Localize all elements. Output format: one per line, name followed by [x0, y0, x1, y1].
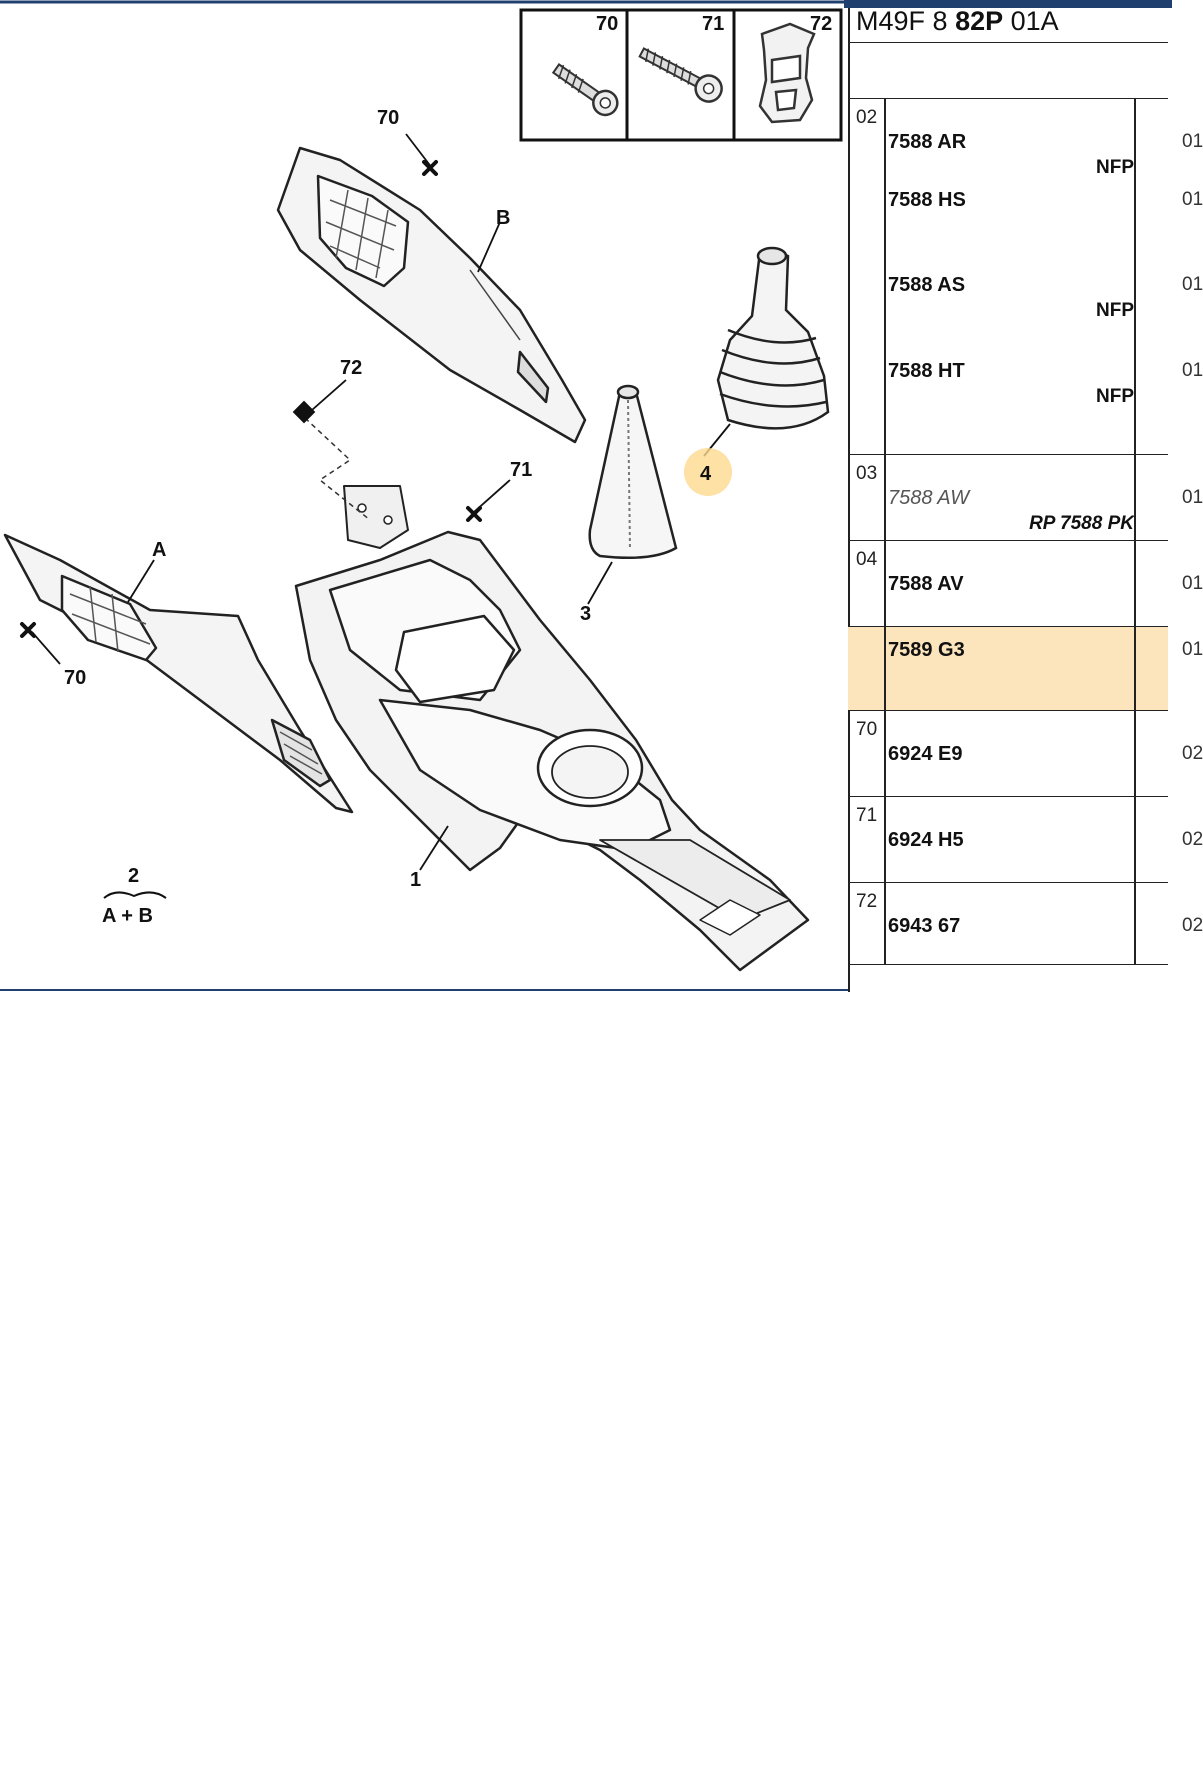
part-number[interactable]: 6943 67 [888, 915, 961, 937]
table-bottom-rule [848, 964, 1168, 965]
diagram-code: M49F 8 82P 01A [856, 6, 1059, 36]
part-note: NFP [1096, 157, 1134, 178]
part-quantity: 01 [1182, 573, 1203, 594]
part-number[interactable]: 6924 E9 [888, 743, 963, 765]
part-quantity: 01 [1182, 487, 1203, 508]
part-quantity: 02 [1182, 915, 1203, 936]
part-quantity: 01 [1182, 360, 1203, 381]
callout-4: 4 [700, 463, 712, 485]
fastener-72-number: 72 [810, 13, 833, 35]
part-quantity: 01 [1182, 131, 1203, 152]
table-row [848, 454, 1203, 541]
callout-1: 1 [410, 869, 422, 891]
table-row [848, 882, 1203, 967]
fastener-70-number: 70 [596, 13, 619, 35]
table-row [848, 626, 1203, 711]
gear-boot-part-4 [718, 248, 828, 428]
fastener-71-number: 71 [702, 13, 725, 35]
part-quantity: 02 [1182, 743, 1203, 764]
center-console-part-1 [296, 486, 808, 970]
row-reference: 04 [856, 549, 878, 570]
part-line [888, 274, 1203, 334]
brace-icon [104, 892, 166, 898]
callout-2-sub: A + B [102, 905, 153, 927]
part-number[interactable]: 7588 AS [888, 274, 966, 296]
clip-fastener-icon [760, 24, 814, 122]
part-line [888, 829, 1203, 889]
part-quantity: 01 [1182, 189, 1203, 210]
row-reference: 02 [856, 107, 878, 128]
part-quantity: 01 [1182, 639, 1203, 660]
part-note: RP 7588 PK [1029, 513, 1134, 534]
part-note: NFP [1096, 300, 1134, 321]
part-number[interactable]: 6924 H5 [888, 829, 964, 851]
callout-71: 71 [510, 459, 533, 481]
trim-panel-b [278, 148, 585, 442]
part-line [888, 915, 1203, 975]
part-quantity: 02 [1182, 829, 1203, 850]
callout-70-left: 70 [64, 667, 87, 689]
header-spacer-row [848, 42, 1168, 99]
row-reference: 71 [856, 805, 878, 826]
part-line [888, 743, 1203, 803]
part-number[interactable]: 7588 HS [888, 189, 966, 211]
part-line [888, 639, 1203, 699]
part-line [888, 487, 1203, 547]
callout-72: 72 [340, 357, 363, 379]
part-line [888, 189, 1203, 249]
callout-a: A [152, 539, 167, 561]
callout-70-top: 70 [377, 107, 400, 129]
part-number[interactable]: 7588 AW [888, 487, 970, 509]
part-quantity: 01 [1182, 274, 1203, 295]
part-number[interactable]: 7588 AR [888, 131, 967, 153]
part-number[interactable]: 7588 AV [888, 573, 964, 595]
part-line [888, 360, 1203, 420]
part-note: NFP [1096, 386, 1134, 407]
table-row [848, 540, 1203, 627]
part-number[interactable]: 7588 HT [888, 360, 965, 382]
parts-table [848, 0, 1203, 992]
callout-2: 2 [128, 865, 140, 887]
part-number[interactable]: 7589 G3 [888, 639, 965, 661]
cone-boot-part-3 [590, 386, 676, 558]
part-line [888, 131, 1203, 191]
callout-3: 3 [580, 603, 592, 625]
table-row [848, 710, 1203, 797]
callout-b: B [496, 207, 511, 229]
trim-panel-a [5, 535, 352, 812]
exploded-parts-diagram [0, 0, 848, 992]
row-reference: 70 [856, 719, 878, 740]
row-reference: 03 [856, 463, 878, 484]
row-reference: 72 [856, 891, 878, 912]
part-line [888, 573, 1203, 633]
table-row [848, 796, 1203, 883]
table-row [848, 98, 1203, 455]
fastener-box [521, 10, 841, 140]
